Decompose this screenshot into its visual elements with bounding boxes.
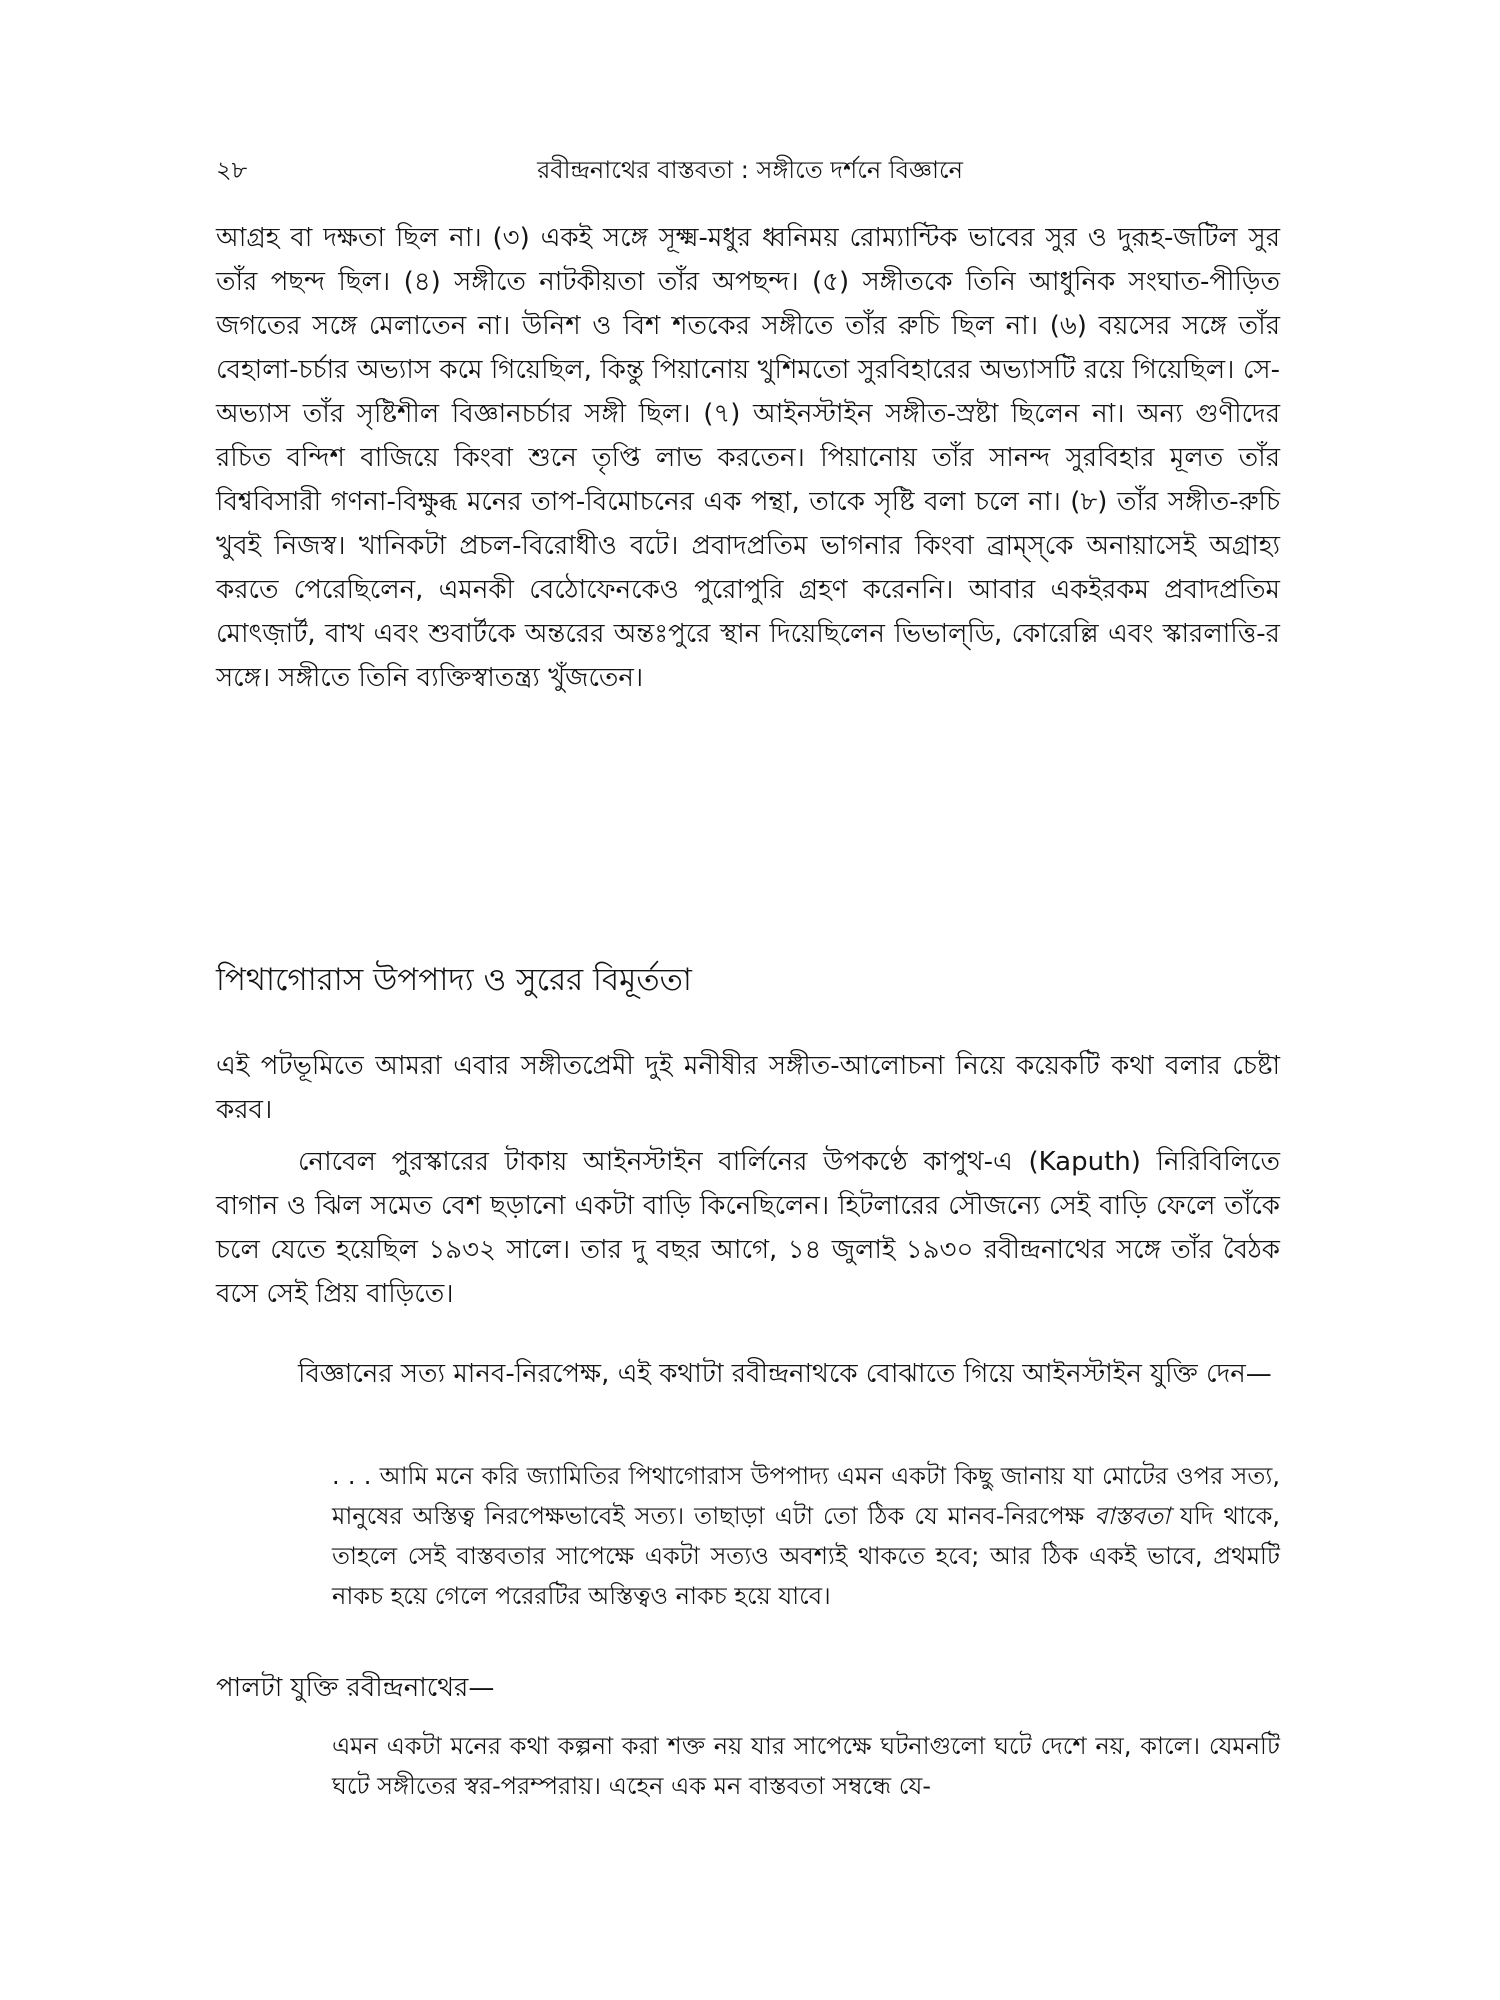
quote-einstein	[332, 1456, 1280, 1616]
page-number: ২৮	[216, 156, 248, 184]
paragraph-einstein-argument-intro: বিজ্ঞানের সত্য মানব-নিরপেক্ষ, এই কথাটা রবীন্দ্রনাথকে বোঝাতে গিয়ে আইনস্টাইন যুক্তি দেন—	[298, 1359, 1272, 1389]
quote-einstein-emphasis: বাস্তবতা	[1094, 1502, 1171, 1530]
quote-tagore: এমন একটা মনের কথা কল্পনা করা শক্ত নয় যার সাপেক্ষে ঘটনাগুলো ঘটে দেশে নয়, কালে। যেমনটি ঘটে সঙ্গীতের স্বর-পরম্পরায়। এহেন এক মন বাস্তবতা সম্বন্ধে যে-	[332, 1732, 1280, 1800]
quote-einstein-part1: . . . আমি মনে করি জ্যামিতির পিথাগোরাস উপপাদ্য এমন একটা কিছু জানায় যা মোটের ওপর সত্য, মানুষের অস্তিত্ব নিরপেক্ষভাবেই সত্য। তাছাড়া এটা তো ঠিক যে মানব-নিরপেক্ষ	[332, 1462, 1280, 1530]
running-title: রবীন্দ্রনাথের বাস্তবতা : সঙ্গীতে দর্শনে বিজ্ঞানে	[537, 156, 963, 184]
paragraph-kaputh-house: নোবেল পুরস্কারের টাকায় আইনস্টাইন বার্লিনের উপকণ্ঠে কাপুথ-এ (Kaputh) নিরিবিলিতে বাগান ও ঝিল সমেত বেশ ছড়ানো একটা বাড়ি কিনেছিলেন। হিটলারের সৌজন্যে সেই বাড়ি ফেলে তাঁকে চলে যেতে হয়েছিল ১৯৩২ সালে। তার দু বছর আগে, ১৪ জুলাই ১৯৩০ রবীন্দ্রনাথের সঙ্গে তাঁর বৈঠক বসে সেই প্রিয় বাড়িতে।	[216, 1147, 1280, 1309]
section-heading: পিথাগোরাস উপপাদ্য ও সুরের বিমূর্ততা	[216, 962, 692, 998]
quote-einstein-part2: যদি থাকে, তাহলে সেই বাস্তবতার সাপেক্ষে একটা সত্যও অবশ্যই থাকতে হবে; আর ঠিক একই ভাবে, প্রথমটি নাকচ হয়ে গেলে পরেরটির অস্তিত্বও নাকচ হয়ে যাবে।	[332, 1502, 1280, 1610]
running-head	[216, 150, 1284, 190]
paragraph-einstein-music-taste: আগ্রহ বা দক্ষতা ছিল না। (৩) একই সঙ্গে সূক্ষ্ম-মধুর ধ্বনিময় রোম্যান্টিক ভাবের সুর ও দুরূহ-জটিল সুর তাঁর পছন্দ ছিল। (৪) সঙ্গীতে নাটকীয়তা তাঁর অপছন্দ। (৫) সঙ্গীতকে তিনি আধুনিক সংঘাত-পীড়িত জগতের সঙ্গে মেলাতেন না। উনিশ ও বিশ শতকের সঙ্গীতে তাঁর রুচি ছিল না। (৬) বয়সের সঙ্গে তাঁর বেহালা-চর্চার অভ্যাস কমে গিয়েছিল, কিন্তু পিয়ানোয় খুশিমতো সুরবিহারের অভ্যাসটি রয়ে গিয়েছিল। সে-অভ্যাস তাঁর সৃষ্টিশীল বিজ্ঞানচর্চার সঙ্গী ছিল। (৭) আইনস্টাইন সঙ্গীত-স্রষ্টা ছিলেন না। অন্য গুণীদের রচিত বন্দিশ বাজিয়ে কিংবা শুনে তৃপ্তি লাভ করতেন। পিয়ানোয় তাঁর সানন্দ সুরবিহার মূলত তাঁর বিশ্ববিসারী গণনা-বিক্ষুব্ধ মনের তাপ-বিমোচনের এক পন্থা, তাকে সৃষ্টি বলা চলে না। (৮) তাঁর সঙ্গীত-রুচি খুবই নিজস্ব। খানিকটা প্রচল-বিরোধীও বটে। প্রবাদপ্রতিম ভাগনার কিংবা ব্রাম্‌স্‌কে অনায়াসেই অগ্রাহ্য করতে পেরেছিলেন, এমনকী বেঠোফেনকেও পুরোপুরি গ্রহণ করেননি। আবার একইরকম প্রবাদপ্রতিম মোৎজ়ার্ট, বাখ এবং শুবার্টকে অন্তরের অন্তঃপুরে স্থান দিয়েছিলেন ভিভাল্‌ডি, কোরেল্লি এবং স্কারলাত্তি-র সঙ্গে। সঙ্গীতে তিনি ব্যক্তিস্বাতন্ত্র্য খুঁজতেন।	[216, 223, 1280, 693]
paragraph-background: এই পটভূমিতে আমরা এবার সঙ্গীতপ্রেমী দুই মনীষীর সঙ্গীত-আলোচনা নিয়ে কয়েকটি কথা বলার চেষ্টা করব।	[216, 1051, 1280, 1125]
paragraph-tagore-counter-intro: পালটা যুক্তি রবীন্দ্রনাথের—	[216, 1673, 495, 1703]
